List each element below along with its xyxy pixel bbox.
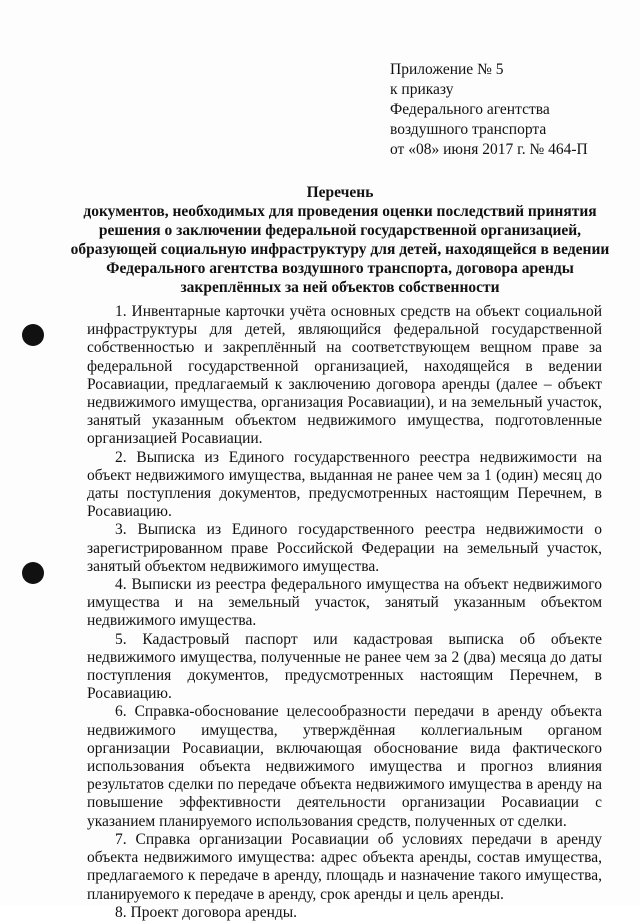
title-line: решения о заключении федеральной государственной организацией, — [98, 222, 582, 239]
list-item: 7. Справка организации Росавиации об условиях передачи в аренду объекта недвижимого имущества: адрес объекта аренды, состав имущества, предлагаемого к передаче в аренду, площадь и назначение такого имущества, планируемого к передаче в аренду, срок аренды и цель аренды. — [87, 830, 602, 903]
list-item: 3. Выписка из Единого государственного реестра недвижимости о зарегистрированном праве Российской Федерации на земельный участок, занятый объектом недвижимого имущества. — [87, 521, 602, 575]
title-line: Перечень — [306, 184, 374, 201]
appendix-order-ref: к приказу — [390, 81, 454, 98]
list-item: 4. Выписки из реестра федерального имущества на объект недвижимого имущества и на земельный участок, занятый указанным объектом недвижимого имущества. — [87, 576, 602, 630]
appendix-agency: Федерального агентства — [390, 101, 550, 118]
title-line: закреплённых за ней объектов собственности — [180, 279, 500, 296]
document-title — [60, 183, 620, 297]
punch-hole-mark — [22, 324, 44, 346]
title-line: документов, необходимых для проведения оценки последствий принятия — [83, 203, 597, 220]
list-item: 1. Инвентарные карточки учёта основных средств на объект социальной инфраструктуры для детей, являющийся федеральной государственной собственностью и закреплённый на соответствующем вещном праве за федеральной государственной организацией, находящейся в ведении Росавиации, предлагаемый к заключению договора аренды (далее – объект недвижимого имущества, организация Росавиации), и на земельный участок, занятый указанным объектом недвижимого имущества, подготовленные организацией Росавиации. — [87, 303, 602, 448]
title-line: образующей социальную инфраструктуру для детей, находящейся в ведении — [70, 241, 610, 258]
appendix-agency-cont: воздушного транспорта — [390, 121, 547, 138]
list-item: 2. Выписка из Единого государственного реестра недвижимости на объект недвижимого имущества, выданная не ранее чем за 1 (один) месяц до даты поступления документов, предусмотренных настоящим Перечнем, в Росавиацию. — [87, 448, 602, 521]
list-item: 5. Кадастровый паспорт или кадастровая выписка об объекте недвижимого имущества, полученные не ранее чем за 2 (два) месяца до даты поступления документов, предусмотренных настоящим Перечнем, в Росавиацию. — [87, 630, 602, 703]
appendix-header — [390, 60, 630, 160]
title-line: Федерального агентства воздушного транспорта, договора аренды — [106, 260, 574, 277]
punch-hole-mark — [22, 562, 44, 584]
list-item: 6. Справка-обоснование целесообразности передачи в аренду объекта недвижимого имущества, утверждённая коллегиальным органом организации Росавиации, включающая обоснование вида фактического использования объекта недвижимого имущества и прогноз влияния результатов сделки по передаче объекта недвижимого имущества в аренду на повышение эффективности деятельности организации Росавиации с указанием планируемого использования средств, полученных от сделки. — [87, 703, 602, 830]
list-item: 8. Проект договора аренды. — [115, 903, 298, 921]
appendix-order-date: от «08» июня 2017 г. № 464-П — [390, 141, 588, 158]
appendix-number: Приложение № 5 — [390, 61, 504, 78]
document-body — [87, 303, 602, 922]
